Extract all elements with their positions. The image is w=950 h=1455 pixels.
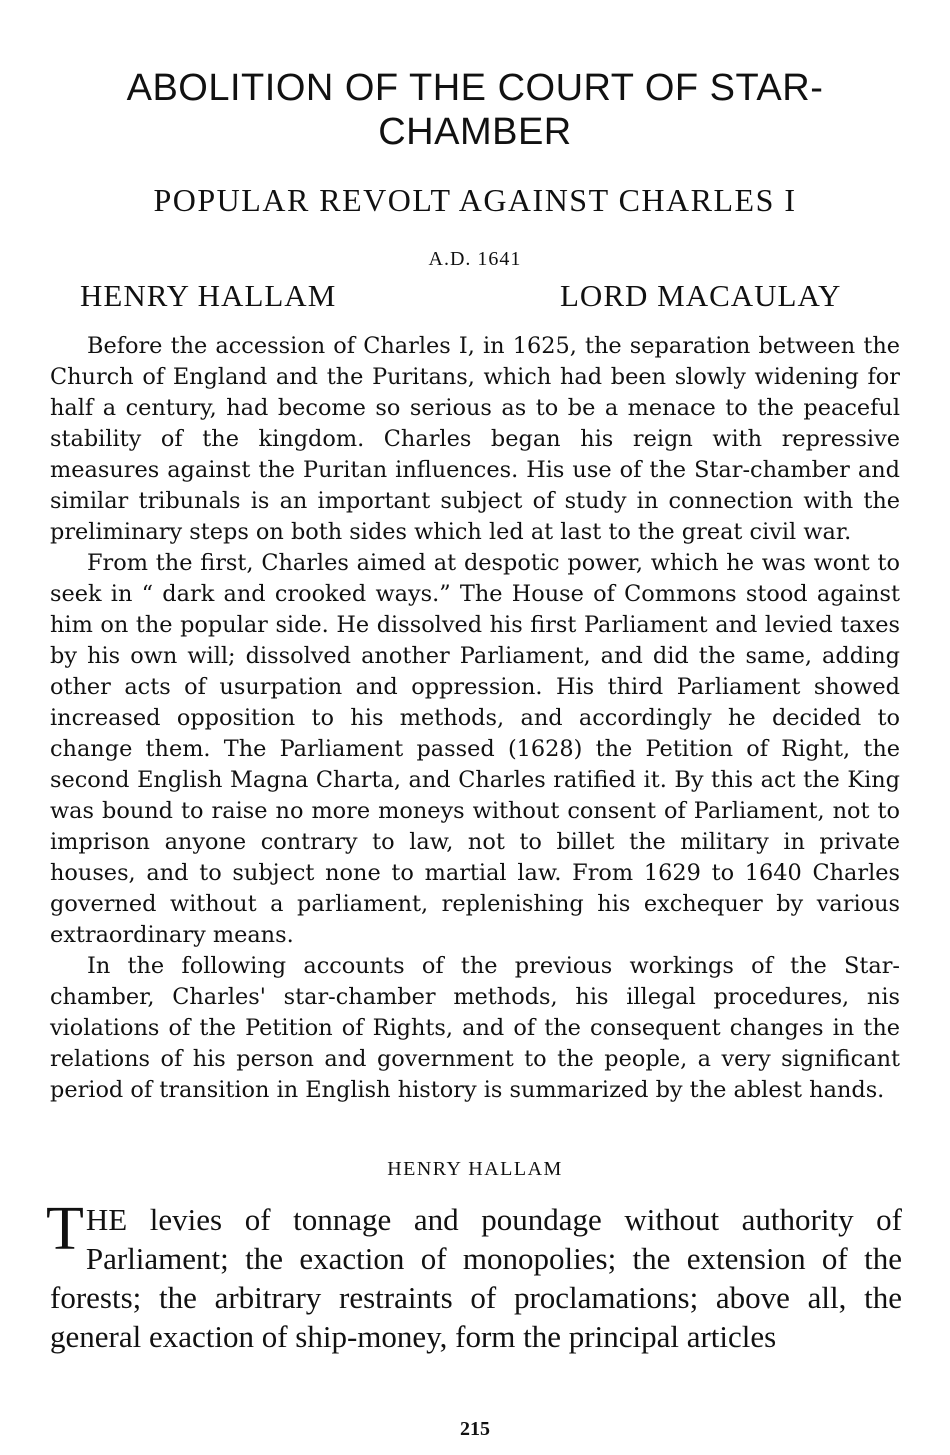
date-label: A.D. 1641 [428, 248, 522, 270]
intro-paragraph-1: Before the accession of Charles I, in 1625, the separation between the Church of England and the Puritans, which had been slowly widening for half a century, had become so serious as to be a menace to the peaceful stability of the kingdom. Charles began his reign with repressive measures against the Puritan influences. His use of the Star-chamber and similar tribunals is an important subject of study in connection with the preliminary steps on both sides which led at last to the great civil war. [50, 333, 900, 545]
intro-paragraph-2: From the first, Charles aimed at despotic power, which he was wont to seek in “ dark and crooked ways.” The House of Commons stood against him on the popular side. He dissolved his first Parliament and levied taxes by his own will; dissolved another Parliament, and did the same, adding other acts of usurpation and oppression. His third Parliament showed increased opposition to his methods, and accordingly he decided to change them. The Parliament passed (1628) the Petition of Right, the second English Magna Charta, and Charles ratified it. By this act the King was bound to raise no more moneys without consent of Parliament, not to imprison anyone contrary to law, not to billet the military in private houses, and to subject none to martial law. From 1629 to 1640 Charles governed without a parliament, replenishing his exchequer by various extraordinary means. [50, 550, 900, 948]
drop-cap: T [46, 1195, 84, 1263]
page-number: 215 [460, 1418, 490, 1440]
intro-paragraph-3: In the following accounts of the previous workings of the Star-chamber, Charles' star-chamber methods, his illegal procedures, nis violations of the Petition of Rights, and of the consequent changes in the relations of his person and government to the people, a very significant period of transition in English history is summarized by the ablest hands. [50, 953, 900, 1103]
page-subtitle: POPULAR REVOLT AGAINST CHARLES I [153, 182, 797, 218]
author-left: HENRY HALLAM [80, 278, 337, 313]
intro-text [50, 331, 900, 1106]
title-line-2: CHAMBER [378, 111, 572, 153]
body-text: HE levies of tonnage and poundage without authority of Parliament; the exaction of monopolies; the extension of the forests; the arbitrary restraints of proclamations; above all, the general exaction of ship-money, form the principal articles [50, 1202, 902, 1354]
author-right: LORD MACAULAY [560, 278, 842, 313]
page-title [60, 66, 890, 154]
body-paragraph [46, 1195, 902, 1356]
title-line-1: ABOLITION OF THE COURT OF STAR- [126, 67, 824, 109]
section-heading: HENRY HALLAM [387, 1158, 563, 1180]
